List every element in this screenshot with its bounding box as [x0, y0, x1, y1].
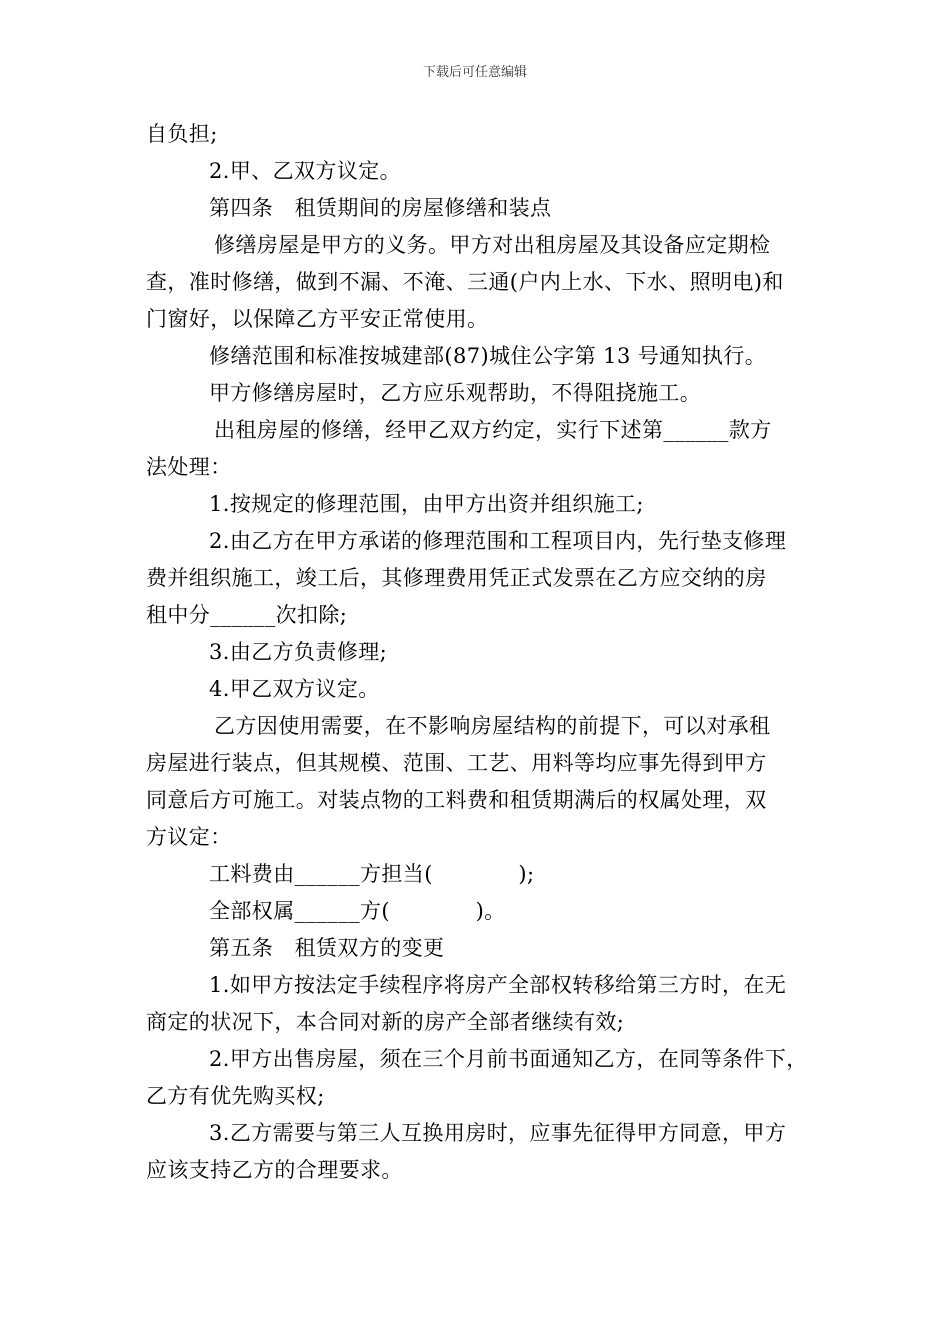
paragraph-line: 修缮范围和标准按城建部(87)城住公字第 13 号通知执行。	[209, 344, 767, 368]
paragraph-line: 查，准时修缮，做到不漏、不淹、三通(户内上水、下水、照明电)和	[146, 270, 784, 294]
paragraph-line: 全部权属______方( )。	[209, 899, 506, 923]
paragraph-line: 3.由乙方负责修理;	[209, 640, 388, 664]
paragraph-line: 乙方因使用需要，在不影响房屋结构的前提下，可以对承租	[214, 714, 771, 738]
paragraph-line: 自负担;	[146, 122, 218, 146]
paragraph-line: 工料费由______方担当( );	[209, 862, 535, 886]
paragraph-line: 费并组织施工，竣工后，其修理费用凭正式发票在乙方应交纳的房	[146, 566, 767, 590]
page-header: 下载后可任意编辑	[422, 65, 527, 80]
paragraph-line: 1.按规定的修理范围，由甲方出资并组织施工;	[209, 492, 644, 516]
paragraph-line: 出租房屋的修缮，经甲乙双方约定，实行下述第______款方	[214, 418, 772, 442]
paragraph-line: 2.甲方出售房屋，须在三个月前书面通知乙方，在同等条件下，	[209, 1047, 808, 1071]
paragraph-line: 门窗好，以保障乙方平安正常使用。	[146, 307, 489, 331]
paragraph-line: 修缮房屋是甲方的义务。甲方对出租房屋及其设备应定期检	[214, 233, 771, 257]
paragraph-line: 应该支持乙方的合理要求。	[146, 1158, 403, 1182]
paragraph-line: 租中分______次扣除;	[146, 603, 348, 627]
paragraph-line: 同意后方可施工。对装点物的工料费和租赁期满后的权属处理，双	[146, 788, 767, 812]
paragraph-line: 甲方修缮房屋时，乙方应乐观帮助，不得阻挠施工。	[209, 381, 702, 405]
paragraph-line: 2.由乙方在甲方承诺的修理范围和工程项目内，先行垫支修理	[209, 529, 787, 553]
paragraph-line: 乙方有优先购买权;	[146, 1084, 325, 1108]
section-heading: 第四条 租赁期间的房屋修缮和装点	[209, 196, 552, 220]
section-heading: 第五条 租赁双方的变更	[209, 936, 445, 960]
paragraph-line: 2.甲、乙双方议定。	[209, 159, 402, 183]
paragraph-line: 1.如甲方按法定手续程序将房产全部权转移给第三方时，在无	[209, 973, 787, 997]
paragraph-line: 商定的状况下，本合同对新的房产全部者继续有效;	[146, 1010, 625, 1034]
paragraph-line: 方议定：	[146, 825, 232, 849]
paragraph-line: 房屋进行装点，但其规模、范围、工艺、用料等均应事先得到甲方	[146, 751, 767, 775]
paragraph-line: 3.乙方需要与第三人互换用房时，应事先征得甲方同意，甲方	[209, 1121, 787, 1145]
document-body	[146, 116, 816, 1189]
paragraph-line: 法处理：	[146, 455, 232, 479]
paragraph-line: 4.甲乙双方议定。	[209, 677, 380, 701]
